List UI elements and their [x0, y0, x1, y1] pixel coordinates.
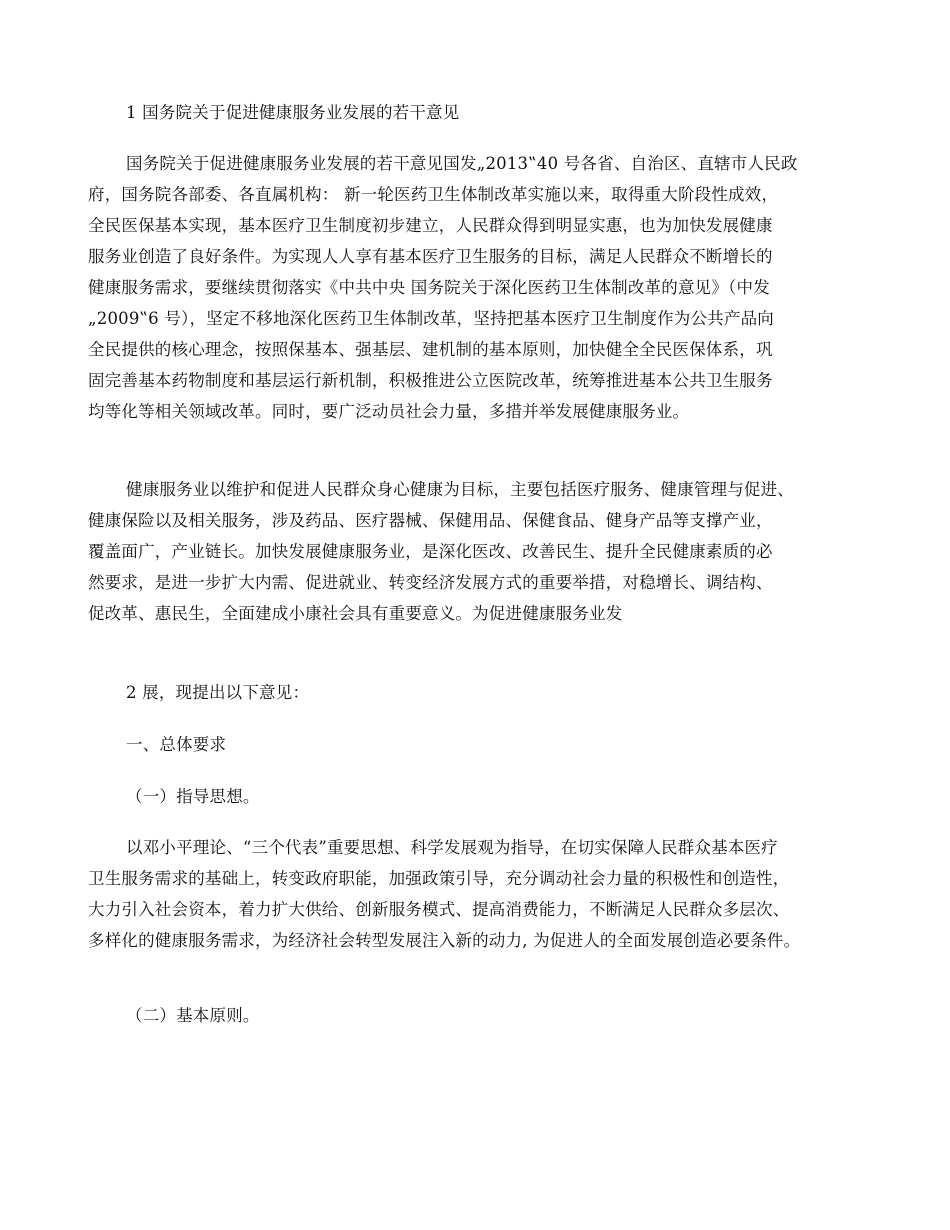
paragraph-line: 健康服务业以维护和促进人民群众身心健康为目标，主要包括医疗服务、健康管理与促进、 — [126, 480, 794, 499]
paragraph-line: „2009‟6 号），坚定不移地深化医药卫生体制改革，坚持把基本医疗卫生制度作为公共产品向 — [88, 309, 774, 328]
paragraph-line: 多样化的健康服务需求，为经济社会转型发展注入新的动力, 为促进人的全面发展创造必要条件。 — [88, 931, 801, 950]
section-heading-2 — [88, 677, 878, 708]
heading-text: 1 国务院关于促进健康服务业发展的若干意见 — [126, 103, 460, 122]
paragraph-line: 健康保险以及相关服务，涉及药品、医疗器械、保健用品、保健食品、健身产品等支撑产业， — [88, 511, 773, 530]
paragraph-line: 以邓小平理论、“三个代表”重要思想、科学发展观为指导，在切实保障人民群众基本医疗 — [126, 838, 778, 857]
paragraph-line: 全民提供的核心理念，按照保基本、强基层、建机制的基本原则，加快健全全民医保体系，巩 — [88, 340, 773, 359]
paragraph-line: 促改革、惠民生，全面建成小康社会具有重要意义。为促进健康服务业发 — [88, 604, 623, 623]
paragraph-line: 卫生服务需求的基础上，转变政府职能，加强政策引导，充分调动社会力量的积极性和创造性， — [88, 869, 790, 888]
heading-text: （二）基本原则。 — [126, 1006, 260, 1025]
paragraph-health-service — [88, 474, 878, 629]
paragraph-line: 全民医保基本实现，基本医疗卫生制度初步建立，人民群众得到明显实惠，也为加快发展健康 — [88, 216, 773, 235]
paragraph-line: 大力引入社会资本，着力扩大供给、创新服务模式、提高消费能力，不断满足人民群众多层次、 — [88, 900, 790, 919]
heading-text: 2 展，现提出以下意见： — [126, 683, 310, 702]
subsection-heading-guiding-ideology — [88, 781, 878, 812]
section-heading-general-requirements — [88, 729, 878, 760]
paragraph-line: 均等化等相关领域改革。同时，要广泛动员社会力量，多措并举发展健康服务业。 — [88, 402, 690, 421]
paragraph-line: 国务院关于促进健康服务业发展的若干意见国发„2013‟40 号各省、自治区、直辖市人民政 — [126, 154, 798, 173]
heading-text: 一、总体要求 — [126, 735, 227, 754]
section-heading-1 — [88, 97, 878, 128]
paragraph-line: 固完善基本药物制度和基层运行新机制，积极推进公立医院改革，统筹推进基本公共卫生服务 — [88, 371, 773, 390]
paragraph-intro — [88, 148, 878, 427]
heading-text: （一）指导思想。 — [126, 787, 260, 806]
paragraph-line: 服务业创造了良好条件。为实现人人享有基本医疗卫生服务的目标，满足人民群众不断增长的 — [88, 247, 773, 266]
paragraph-guiding-ideology — [88, 832, 878, 956]
subsection-heading-basic-principles — [88, 1000, 878, 1031]
paragraph-line: 健康服务需求，要继续贯彻落实《中共中央 国务院关于深化医药卫生体制改革的意见》（中发 — [88, 278, 770, 297]
paragraph-line: 然要求，是进一步扩大内需、促进就业、转变经济发展方式的重要举措，对稳增长、调结构、 — [88, 573, 773, 592]
paragraph-line: 府，国务院各部委、各直属机构： 新一轮医药卫生体制改革实施以来，取得重大阶段性成效， — [88, 185, 779, 204]
paragraph-line: 覆盖面广，产业链长。加快发展健康服务业，是深化医改、改善民生、提升全民健康素质的必 — [88, 542, 773, 561]
